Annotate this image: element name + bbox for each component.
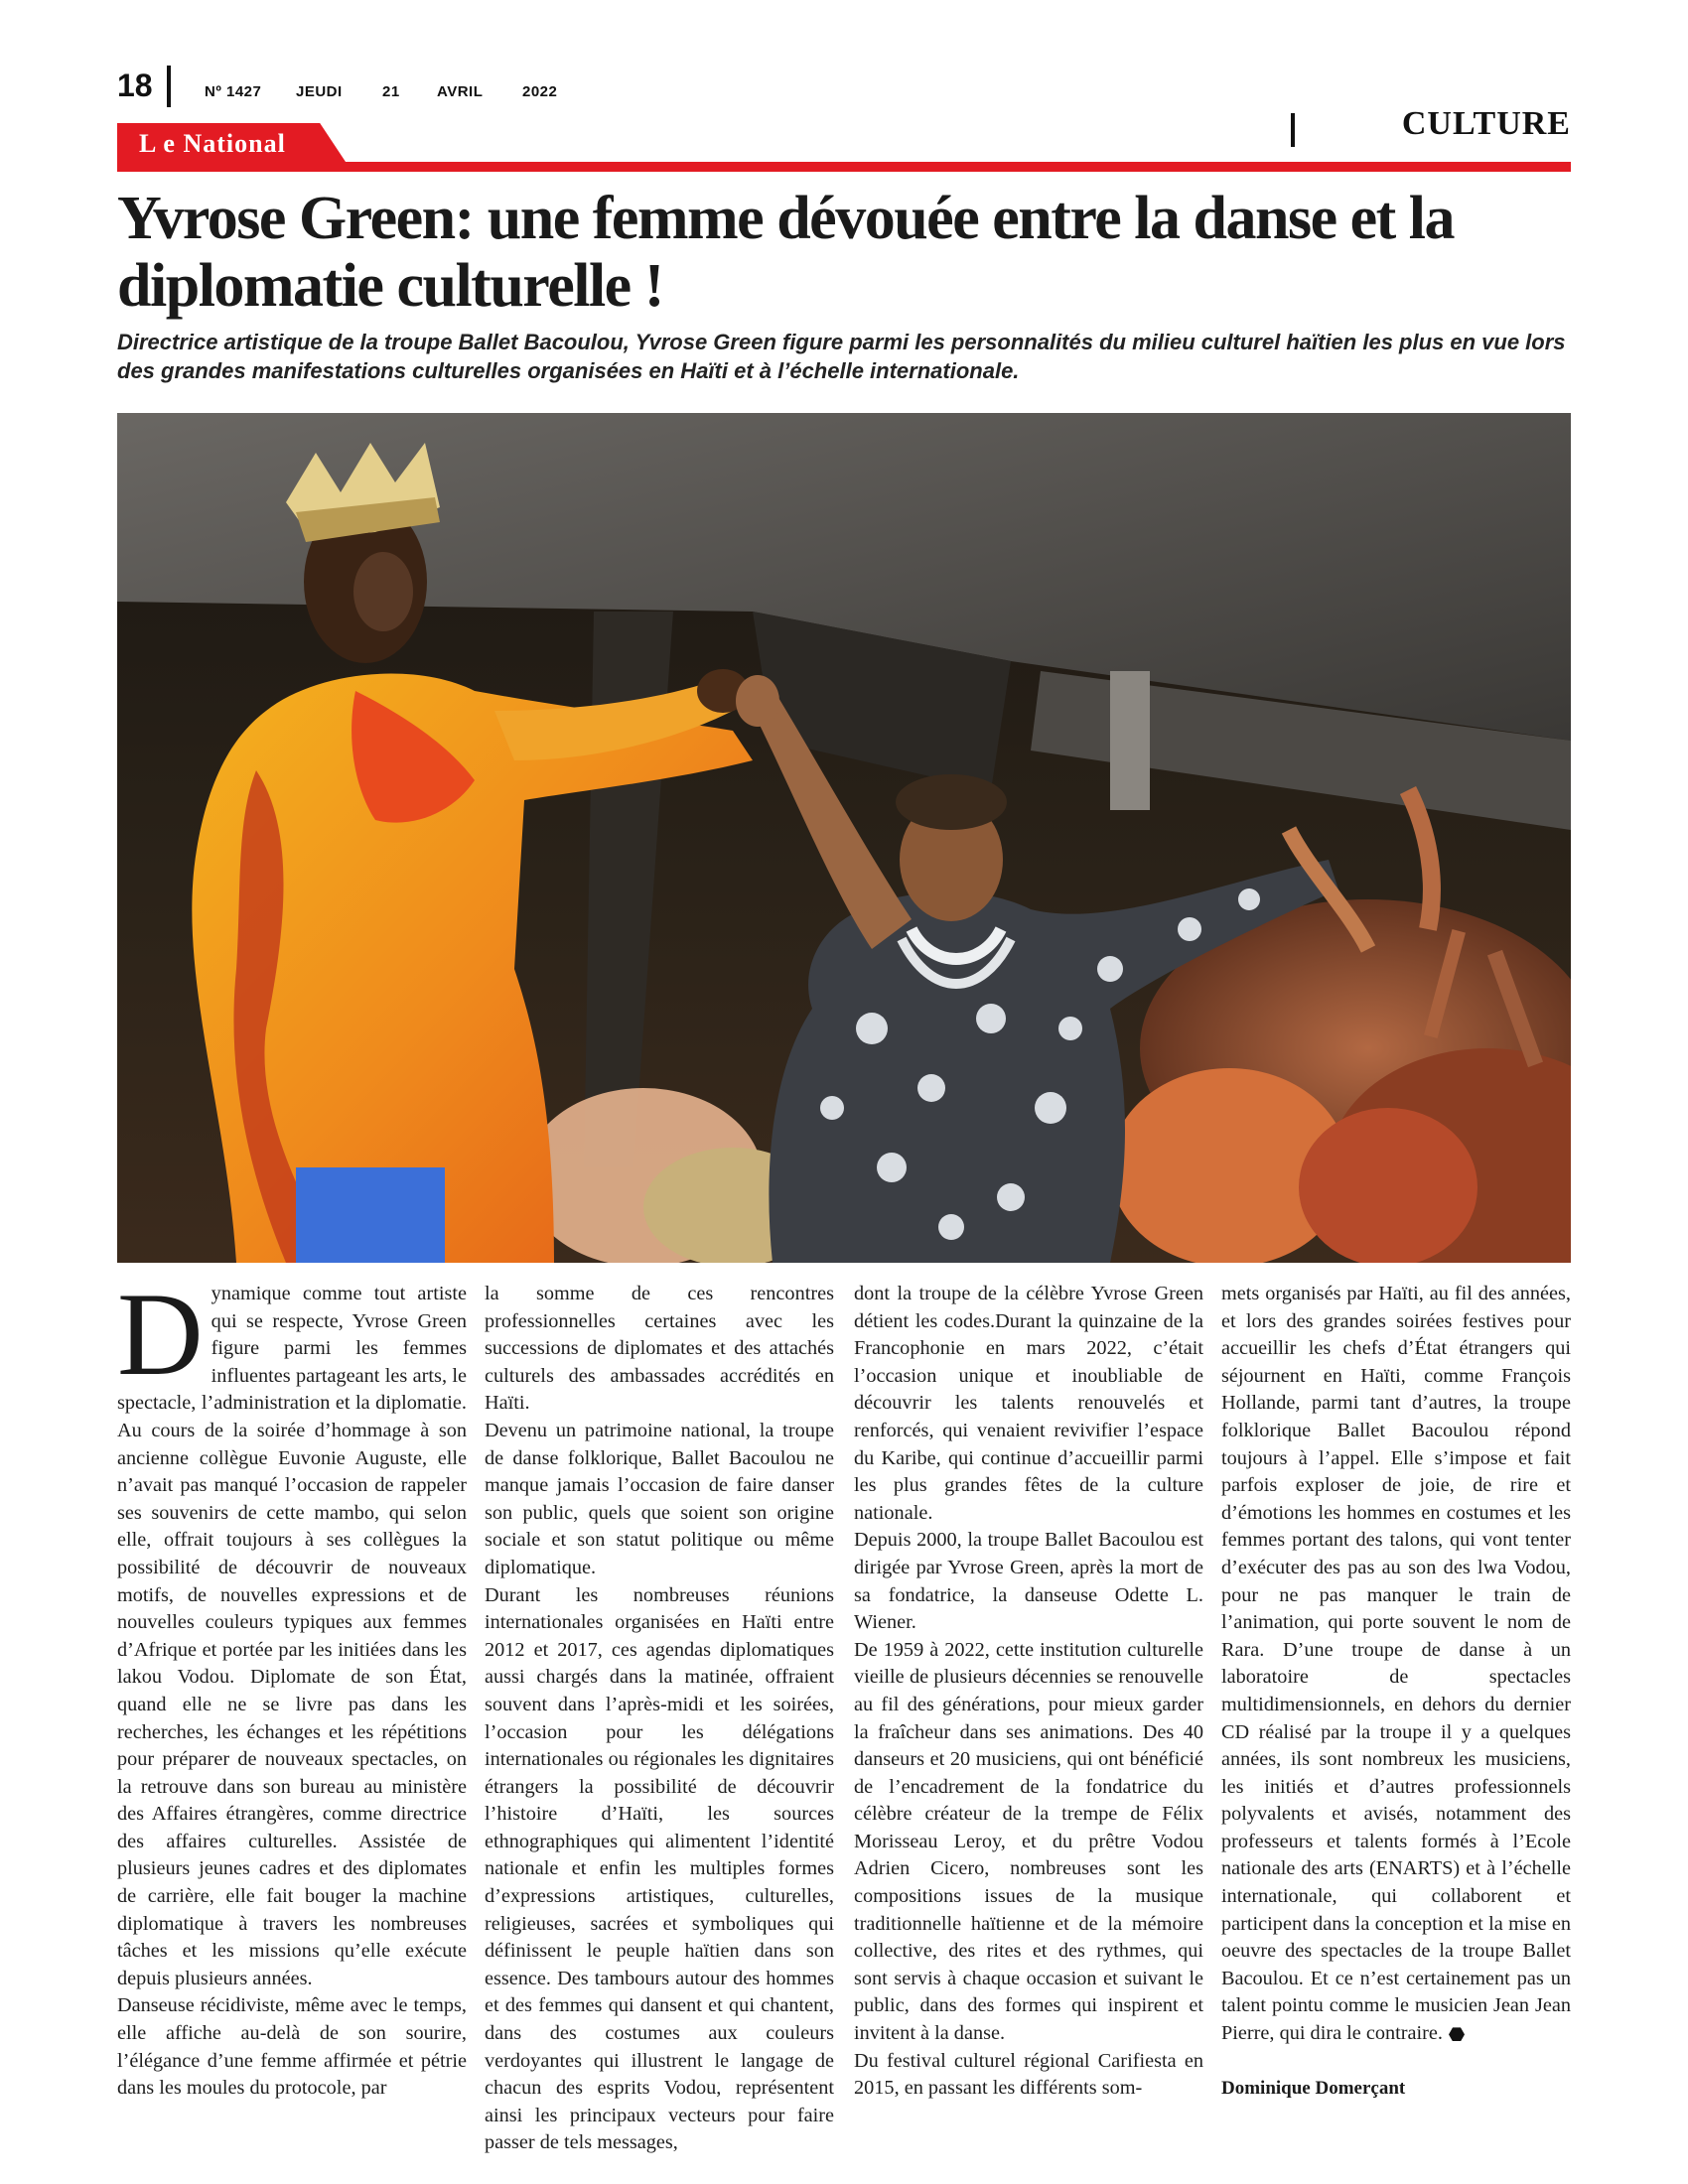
issue-year: 2022	[522, 83, 558, 100]
article-column-2	[485, 1281, 834, 2157]
section-label: CULTURE	[1401, 105, 1571, 142]
article-paragraph: ynamique comme tout artiste qui se respecte, Yvrose Green figure parmi les femmes influentes partageant les arts, le spectacle, l’administration et la diplomatie. Au cours de la soirée d’hommage à son ancienne collègue Euvonie Auguste, elle n’avait pas manqué l’occasion de rappeler ses souvenirs de cette mambo, qui selon elle, offrait toujours à ses collègues la possibilité de découvrir de nouveaux motifs, de nouvelles expressions et de nouvelles couleurs typiques aux femmes d’Afrique et portée par les initiées dans les lakou Vodou. Diplomate de son État, quand elle ne se livre pas dans les recherches, les échanges et les répétitions pour préparer de nouveaux spectacles, on la retrouve dans son bureau au ministère des Affaires étrangères, comme directrice des affaires culturelles. Assistée de plusieurs jeunes cadres et des diplomates de carrière, elle fait bouger la machine diplomatique à travers les nombreuses tâches et les missions qu’elle exécute depuis plusieurs années.	[117, 1283, 467, 1989]
article-column-4	[1221, 1281, 1571, 2048]
brand-name: L e National	[139, 129, 286, 158]
article-column-3	[854, 1281, 1203, 2103]
drop-cap: D	[117, 1268, 204, 1400]
page-number: 18	[117, 68, 153, 103]
issue-number: Nº 1427	[205, 83, 262, 100]
stage-dance-photo	[117, 413, 1571, 1263]
issue-month: AVRIL	[437, 83, 484, 100]
photo-illustration	[117, 413, 1571, 1263]
article-paragraph: De 1959 à 2022, cette institution culturelle vieille de plusieurs décennies se renouvelle au fil des générations, pour mieux garder la fraîcheur dans ses animations. Des 40 danseurs et 20 musiciens, qui ont bénéficié de l’encadrement de la fondatrice du célèbre créateur de la trempe de Félix Morisseau Leroy, et du prêtre Vodou Adrien Cicero, nombreuses sont les compositions issues de la musique traditionnelle haïtienne et de la mémoire collective, des rites et des rythmes, qui sont servis à chaque occasion et suivant le public, dans des formes qui inspirent et invitent à la danse.	[854, 1638, 1203, 2045]
article-paragraph	[1221, 1281, 1571, 2048]
article-lede: Directrice artistique de la troupe Ballet Bacoulou, Yvrose Green figure parmi les personnalités du milieu culturel haïtien les plus en vue lors des grandes manifestations culturelles organisées en Haïti et à l’échelle internationale.	[117, 330, 1566, 383]
article-title: Yvrose Green: une femme dévouée entre la danse et la diplomatie culturelle !	[117, 185, 1455, 320]
issue-day: JEUDI	[296, 83, 343, 100]
article-paragraph: Du festival culturel régional Carifiesta en 2015, en passant les différents som-	[854, 2049, 1203, 2100]
article-column-1	[117, 1268, 467, 2103]
article-paragraph-text: mets organisés par Haïti, au fil des années, et lors des grandes soirées festives pour accueillir les chefs d’État étrangers qui séjournent en Haïti, comme François Hollande, parmi tant d’autres, la troupe folklorique Ballet Bacoulou répond toujours à l’appel. Elle s’impose et fait parfois exploser de joie, de rire et d’émotions les hommes en costumes et les femmes portant des talons, qui vont tenter d’exécuter des pas au son des lwa Vodou, pour ne pas manquer le train de l’animation, qui porte souvent le nom de Rara. D’une troupe de danse à un laboratoire de spectacles multidimensionnels, en dehors du dernier CD réalisé par la troupe il y a quelques années, ils sont nombreux les musiciens, les initiés et d’autres professionnels polyvalents et avisés, notamment des professeurs et talents formés à l’Ecole nationale des arts (ENARTS) et à l’échelle internationale, qui collaborent et participent dans la conception et la mise en oeuvre des spectacles de la troupe Ballet Bacoulou. Et ce n’est certainement pas un talent pointu comme le musicien Jean Jean Pierre, qui dira le contraire.	[1221, 1283, 1571, 2045]
end-mark-icon	[1449, 2027, 1465, 2041]
article-paragraph: la somme de ces rencontres professionnelles certaines avec les successions de diplomates et des attachés culturels des ambassades accrédités en Haïti.	[485, 1283, 834, 1415]
article-byline: Dominique Domerçant	[1221, 2078, 1406, 2099]
section-divider	[1291, 113, 1295, 147]
article-paragraph: Durant les nombreuses réunions internationales organisées en Haïti entre 2012 et 2017, ces agendas diplomatiques aussi chargés dans la matinée, offraient souvent dans l’après-midi et les soirées, l’occasion pour les délégations internationales ou régionales les dignitaires étrangers la possibilité de découvrir l’histoire d’Haïti, les sources ethnographiques qui alimentent l’identité nationale et enfin les multiples formes d’expressions artistiques, culturelles, religieuses, sacrées et symboliques qui définissent le peuple haïtien dans son essence. Des tambours autour des hommes et des femmes qui dansent et qui chantent, dans des costumes aux couleurs verdoyantes qui illustrent le langage de chacun des esprits Vodou, représentent ainsi les principaux vecteurs pour faire passer de tels messages,	[485, 1583, 834, 2154]
article-paragraph: Danseuse récidiviste, même avec le temps, elle affiche au-delà de son sourire, l’élégance d’une femme affirmée et pétrie dans les moules du protocole, par	[117, 1994, 467, 2100]
header-divider	[167, 66, 171, 107]
article-paragraph: dont la troupe de la célèbre Yvrose Green détient les codes.Durant la quinzaine de la Francophonie en mars 2022, c’était l’occasion unique et inoubliable de découvrir les talents renouvelés et renforcés, qui venaient revivifier l’espace du Karibe, qui continue d’accueillir parmi les plus grandes fêtes de la culture nationale.	[854, 1283, 1203, 1524]
article-paragraph: Devenu un patrimoine national, la troupe de danse folklorique, Ballet Bacoulou ne manque jamais l’occasion de faire danser son public, quels que soient son origine sociale et son statut politique ou même diplomatique.	[485, 1419, 834, 1578]
issue-date-day: 21	[382, 83, 400, 100]
article-paragraph: Depuis 2000, la troupe Ballet Bacoulou est dirigée par Yvrose Green, après la mort de sa fondatrice, la danseuse Odette L. Wiener.	[854, 1529, 1203, 1634]
